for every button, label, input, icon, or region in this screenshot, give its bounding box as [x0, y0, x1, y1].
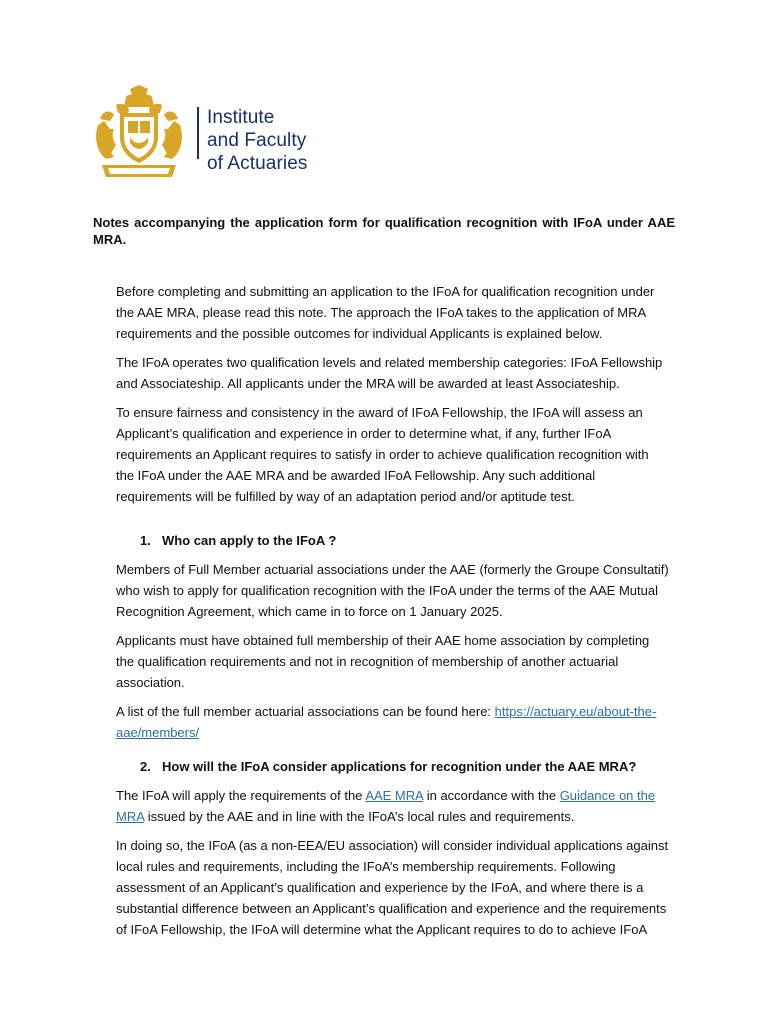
logo-line-3: of Actuaries: [207, 153, 308, 174]
section-2-p1-text-c: issued by the AAE and in line with the IFoA’s local rules and requirements.: [144, 809, 575, 824]
section-1-paragraph-2: Applicants must have obtained full membership of their AAE home association by completing the qualification requirements and not in recognition of membership of another actuarial association.: [116, 633, 650, 690]
intro-paragraph-2: The IFoA operates two qualification levels and related membership categories: IFoA Fellowship and Associateship. All applicants under the MRA will be awarded at least Associateship.: [116, 355, 663, 391]
ifoa-logo: [92, 85, 342, 181]
logo-wordmark: [207, 106, 307, 175]
intro-section: [116, 281, 670, 515]
intro-paragraph-3: To ensure fairness and consistency in the award of IFoA Fellowship, the IFoA will assess an Applicant’s qualification and experience in order to determine what, if any, further IFoA requirements an Applicant requires to satisfy in order to achieve qualification recognition with the IFoA under the AAE MRA and be awarded IFoA Fellowship. Any such additional requirements will be fulfilled by way of an adaptation period and/or aptitude test.: [116, 405, 649, 504]
aae-members-link[interactable]: https://actuary.eu/about-the-aae/members/: [116, 704, 657, 740]
section-1-number: 1.: [140, 533, 151, 548]
section-2-paragraph-2: In doing so, the IFoA (as a non-EEA/EU association) will consider individual applications against local rules and requirements, including the IFoA’s membership requirements. Following assessment of an Applicant’s qualification and experience by the IFoA, and where there is a substantial difference between an Applicant’s qualification and experience and the requirements of IFoA Fellowship, the IFoA will determine what the Applicant requires to do to achieve IFoA: [116, 838, 669, 937]
section-2-title: How will the IFoA consider applications for recognition under the AAE MRA?: [162, 759, 637, 774]
section-1-title: Who can apply to the IFoA ?: [162, 533, 337, 548]
section-2-body: [116, 785, 670, 948]
logo-divider: [197, 107, 199, 159]
crest-icon: [92, 85, 186, 180]
intro-paragraph-1: Before completing and submitting an application to the IFoA for qualification recognition under the AAE MRA, please read this note. The approach the IFoA takes to the application of MRA requirements and the possible outcomes for individual Applicants is explained below.: [116, 284, 655, 341]
document-title: Notes accompanying the application form for qualification recognition with IFoA under AAE MRA.: [93, 215, 675, 247]
section-2-paragraph-1: [116, 785, 670, 827]
section-1-body: [116, 559, 670, 751]
section-1-paragraph-1: Members of Full Member actuarial associations under the AAE (formerly the Groupe Consultatif) who wish to apply for qualification recognition with the IFoA under the terms of the AAE Mutual Recognition Agreement, which came in to force on 1 January 2025.: [116, 562, 669, 619]
section-2-number: 2.: [140, 759, 151, 774]
logo-line-2: and Faculty: [207, 130, 307, 151]
section-2-p1-text-b: in accordance with the: [423, 788, 560, 803]
members-link-prefix: A list of the full member actuarial associations can be found here:: [116, 704, 495, 719]
section-1-paragraph-3: [116, 701, 670, 743]
section-2-heading: [140, 758, 636, 775]
aae-mra-link[interactable]: AAE MRA: [365, 788, 424, 803]
section-2-p1-text-a: The IFoA will apply the requirements of the: [116, 788, 366, 803]
logo-line-1: Institute: [207, 107, 275, 128]
section-1-heading: [140, 532, 336, 549]
guidance-on-mra-link[interactable]: Guidance on the MRA: [116, 788, 656, 824]
